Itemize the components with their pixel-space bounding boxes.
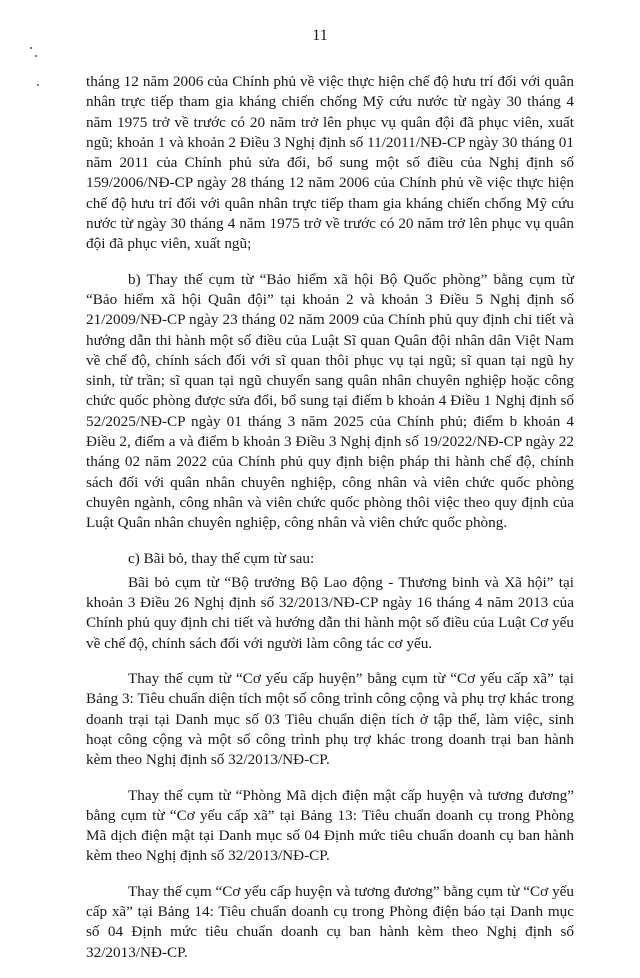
scan-speck bbox=[35, 55, 37, 57]
paragraph: c) Bãi bỏ, thay thế cụm từ sau: bbox=[128, 549, 315, 567]
paragraph: b) Thay thế cụm từ “Bảo hiểm xã hội Bộ Quốc phòng” bằng cụm từ “Bảo hiểm xã hội Quân đội” tại khoản 2 và khoản 3 Điều 5 Nghị định số 21/2009/NĐ-CP ngày 23 tháng 02 năm 2009 của Chính phủ quy định chi tiết và hướng dẫn thi hành một số điều của Luật Sĩ quan Quân đội nhân dân Việt Nam về chế độ, chính sách đối với sĩ quan thôi phục vụ tại ngũ; sĩ quan tại ngũ hy sinh, từ trần; sĩ quan tại ngũ chuyển sang quân nhân chuyên nghiệp hoặc công chức quốc phòng được sửa đổi, bổ sung tại điểm b khoản 4 Điều 1 Nghị định số 52/2025/NĐ-CP ngày 01 tháng 3 năm 2025 của Chính phủ; điểm b khoản 4 Điều 2, điểm a và điểm b khoản 3 Điều 3 Nghị định số 19/2022/NĐ-CP ngày 22 tháng 02 năm 2022 của Chính phủ quy định biện pháp thi hành chế độ, chính sách đối với quân nhân chuyên nghiệp, công nhân và viên chức quốc phòng chuyên ngành, công nhân và viên chức quốc phòng thôi việc theo quy định của Luật Quân nhân chuyên nghiệp, công nhân và viên chức quốc phòng. bbox=[86, 270, 574, 532]
scan-speck bbox=[37, 84, 39, 86]
paragraph: tháng 12 năm 2006 của Chính phủ về việc thực hiện chế độ hưu trí đối với quân nhân trực tiếp tham gia kháng chiến chống Mỹ cứu nước từ ngày 30 tháng 4 năm 1975 trở về trước có 20 năm trở lên phục vụ quân đội đã phục viên, xuất ngũ; khoản 1 và khoản 2 Điều 3 Nghị định số 11/2011/NĐ-CP ngày 30 tháng 01 năm 2011 của Chính phủ sửa đổi, bổ sung một số điều của Nghị định số 159/2006/NĐ-CP ngày 28 tháng 12 năm 2006 của Chính phủ về việc thực hiện chế độ hưu trí đối với quân nhân trực tiếp tham gia kháng chiến chống Mỹ cứu nước từ ngày 30 tháng 4 năm 1975 trở về trước có 20 năm trở lên phục vụ quân đội đã phục viên, xuất ngũ; bbox=[86, 73, 574, 253]
document-body bbox=[86, 72, 574, 978]
paragraph: Thay thế cụm “Cơ yếu cấp huyện và tương đương” bằng cụm từ “Cơ yếu cấp xã” tại Bảng 14: Tiêu chuẩn doanh cụ trong Phòng điện báo tại Danh mục số 04 Định mức tiêu chuẩn doanh cụ ban hành kèm theo Nghị định số 32/2013/NĐ-CP. bbox=[86, 882, 574, 961]
paragraph: Bãi bỏ cụm từ “Bộ trưởng Bộ Lao động - Thương binh và Xã hội” tại khoản 3 Điều 26 Nghị định số 32/2013/NĐ-CP ngày 16 tháng 4 năm 2013 của Chính phủ quy định chi tiết và hướng dẫn thi hành một số điều của Luật Cơ yếu về chế độ, chính sách đối với người làm công tác cơ yếu. bbox=[86, 573, 574, 652]
paragraph: Thay thế cụm từ “Phòng Mã dịch điện mật cấp huyện và tương đương” bằng cụm từ “Cơ yếu cấp xã” tại Bảng 13: Tiêu chuẩn doanh cụ trong Phòng Mã dịch điện mật tại Danh mục số 04 Định mức tiêu chuẩn doanh cụ ban hành kèm theo Nghị định số 32/2013/NĐ-CP. bbox=[86, 786, 574, 865]
paragraph: Thay thế cụm từ “Cơ yếu cấp huyện” bằng cụm từ “Cơ yếu cấp xã” tại Bảng 3: Tiêu chuẩn diện tích một số công trình công cộng và phụ trợ khác trong doanh trại tại Danh mục số 03 Tiêu chuẩn diện tích ở tập thể, làm việc, sinh hoạt công cộng và một số công trình phụ trợ khác trong doanh trại ban hành kèm theo Nghị định số 32/2013/NĐ-CP. bbox=[86, 670, 574, 769]
scan-speck bbox=[30, 47, 32, 49]
page-number: 11 bbox=[312, 27, 328, 44]
